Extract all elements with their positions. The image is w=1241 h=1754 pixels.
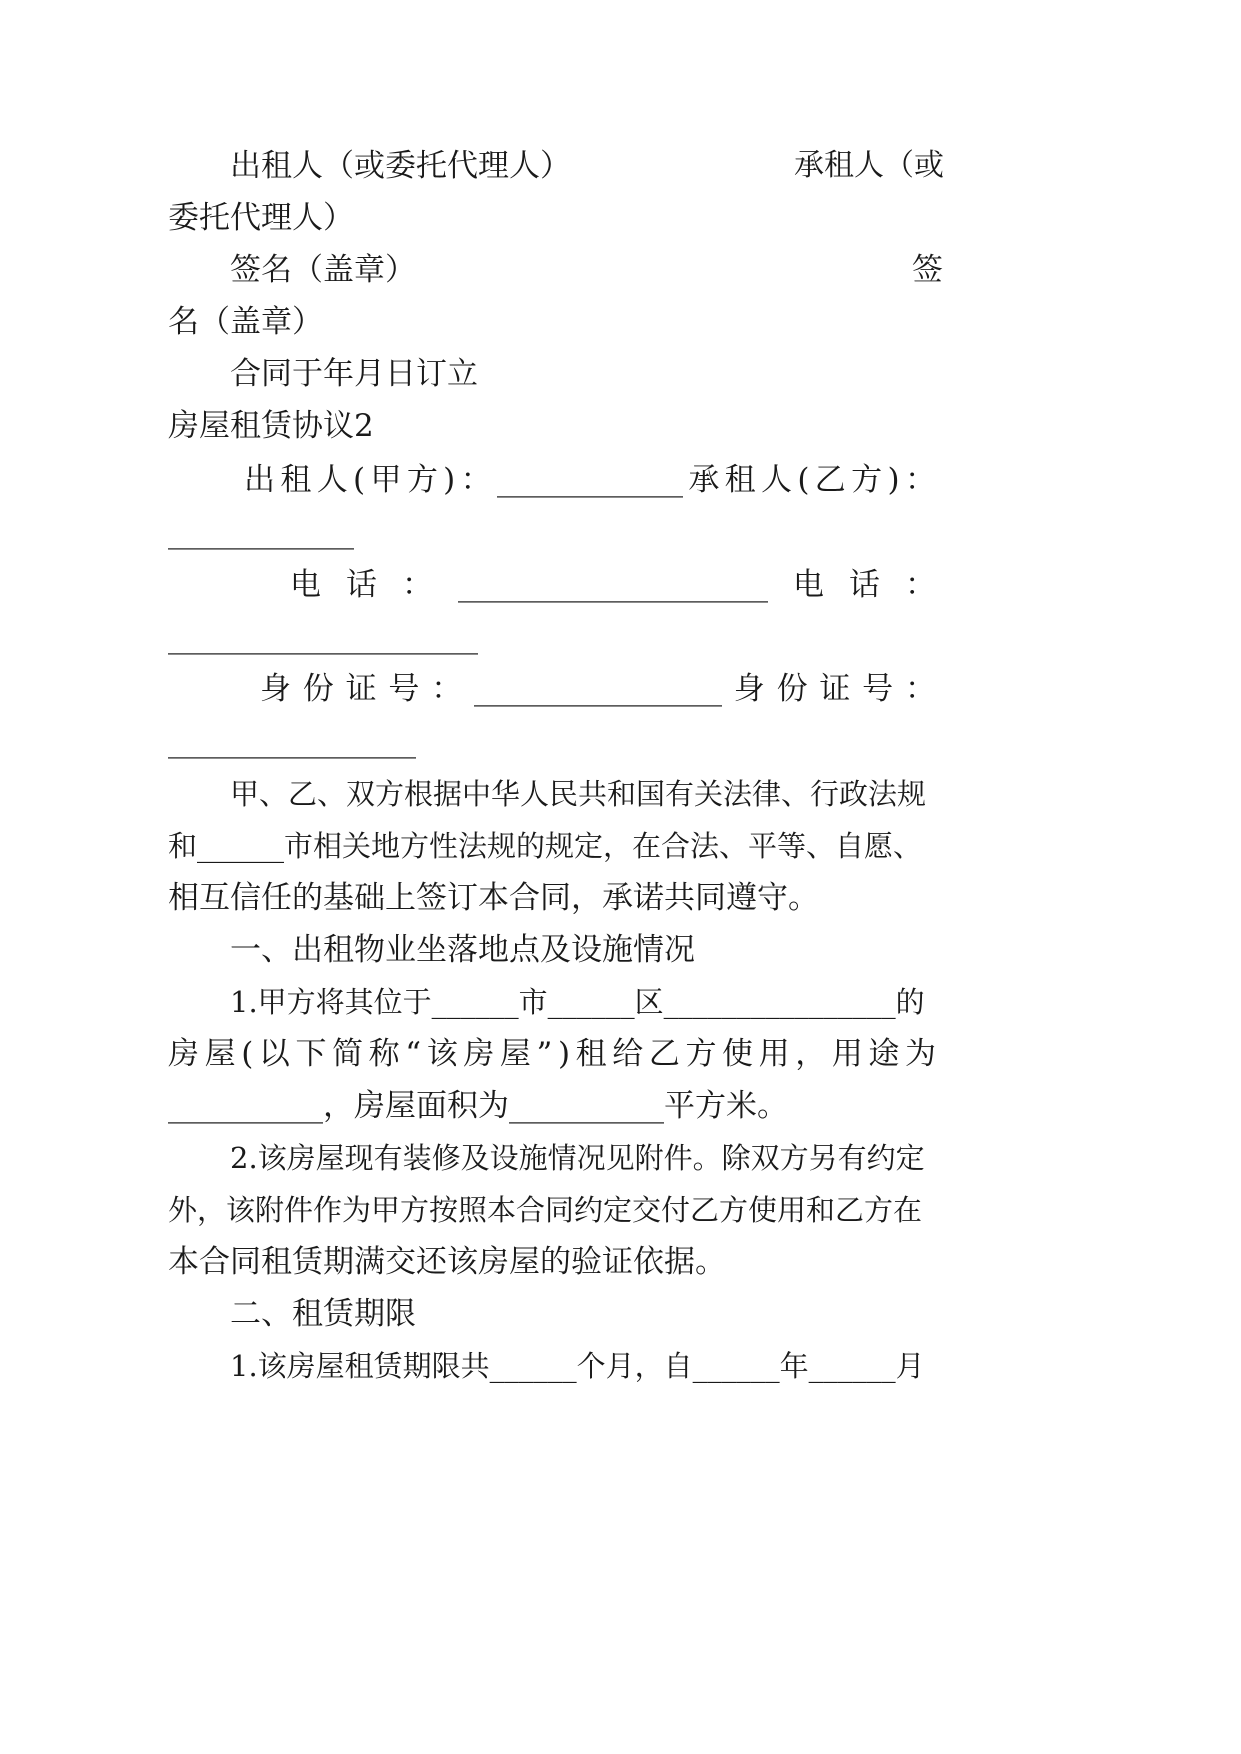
id-char: 份 <box>776 671 808 707</box>
id-char: 身 <box>260 671 291 707</box>
phone-char: 话 <box>849 567 880 603</box>
party-char: 方 <box>851 462 883 498</box>
clause-char: 用 <box>831 1036 863 1072</box>
clause-1-1-line-2 <box>168 1034 936 1074</box>
party-char: 租 <box>724 462 756 498</box>
section-1-title: 一、出租物业坐落地点及设施情况 <box>230 932 695 968</box>
phone-char: 电 <box>793 567 824 603</box>
clause-char: 该 <box>426 1036 458 1072</box>
party-char: 甲 <box>370 462 402 498</box>
clause-char: 用 <box>758 1036 790 1072</box>
clause-char: 方 <box>685 1036 717 1072</box>
clause-char: 简 <box>332 1036 364 1072</box>
contract-date-line: 合同于年月日订立 <box>230 356 478 392</box>
party-char: 人 <box>316 462 348 498</box>
party-char: 乙 <box>814 462 846 498</box>
party-char: ： <box>460 462 492 498</box>
clause-2-1-line-1: 1.该房屋租赁期限共______个月，自______年______月 <box>230 1349 925 1383</box>
clause-char: 屋 <box>499 1036 531 1072</box>
lessee-phone-blank: ____________________ <box>168 619 478 655</box>
lessor-phone-blank: ____________________ <box>458 567 768 603</box>
clause-char: ， <box>795 1036 827 1072</box>
phone-char: ： <box>402 567 433 603</box>
party-char: 出 <box>244 462 275 498</box>
party-char: ) <box>443 462 456 498</box>
clause-char: ) <box>557 1036 571 1072</box>
id-char: 份 <box>302 671 334 707</box>
id-char: ： <box>431 671 463 707</box>
clause-char: “ <box>405 1036 422 1072</box>
agreement-title: 房屋租赁协议2 <box>168 408 374 444</box>
party-char: ) <box>887 462 900 498</box>
clause-char: 租 <box>575 1036 607 1072</box>
id-char: 身 <box>733 671 765 707</box>
party-char: 承 <box>688 462 720 498</box>
clause-char: 以 <box>258 1036 290 1072</box>
phone-char: 电 <box>290 567 321 603</box>
id-char: ： <box>904 671 936 707</box>
preamble-line-1: 甲、乙、双方根据中华人民共和国有关法律、行政法规 <box>230 777 927 811</box>
lessee-signature-label-cont: 委托代理人） <box>168 200 354 236</box>
clause-char: 为 <box>905 1036 936 1072</box>
clause-char: 下 <box>295 1036 327 1072</box>
section-2-title: 二、租赁期限 <box>230 1296 416 1332</box>
lessee-seal-label-cont: 名（盖章） <box>168 304 323 340</box>
clause-char: 乙 <box>648 1036 680 1072</box>
phone-line <box>290 565 936 605</box>
lessor-seal-label: 签名（盖章） <box>230 252 416 288</box>
clause-char: 房 <box>463 1036 495 1072</box>
clause-char: 途 <box>868 1036 900 1072</box>
lessee-name-blank: ____________ <box>168 514 354 550</box>
phone-char: ： <box>905 567 936 603</box>
lessor-id-blank: ________________ <box>473 671 722 707</box>
clause-1-2-line-3: 本合同租赁期满交还该房屋的验证依据。 <box>168 1244 726 1280</box>
lessor-name-blank: ____________ <box>496 462 683 498</box>
id-char: 证 <box>345 671 377 707</box>
clause-1-1-line-1: 1.甲方将其位于______市______区________________的 <box>230 985 925 1019</box>
party-char: ： <box>904 462 936 498</box>
party-char: 人 <box>761 462 792 498</box>
clause-1-2-line-2: 外，该附件作为甲方按照本合同约定交付乙方使用和乙方在 <box>168 1193 923 1227</box>
preamble-line-3: 相互信任的基础上签订本合同，承诺共同遵守。 <box>168 880 819 916</box>
clause-char: ( <box>241 1036 254 1072</box>
id-char: 证 <box>819 671 851 707</box>
clause-char: 给 <box>612 1036 644 1072</box>
party-char: ( <box>797 462 810 498</box>
lessee-seal-label: 签 <box>912 252 943 288</box>
lessee-signature-label: 承租人（或 <box>794 148 944 183</box>
party-char: 方 <box>406 462 438 498</box>
clause-char: 称 <box>368 1036 400 1072</box>
id-number-line <box>260 669 936 709</box>
phone-char: 话 <box>346 567 377 603</box>
preamble-line-2: 和______市相关地方性法规的规定，在合法、平等、自愿、 <box>168 829 923 863</box>
parties-line <box>244 460 936 500</box>
clause-char: 使 <box>722 1036 754 1072</box>
party-char: ( <box>353 462 366 498</box>
party-char: 租 <box>280 462 312 498</box>
clause-char: 房 <box>168 1036 199 1072</box>
clause-char: 屋 <box>204 1036 236 1072</box>
id-char: 号 <box>388 671 420 707</box>
clause-char: ” <box>536 1036 553 1072</box>
lessor-signature-label: 出租人（或委托代理人） <box>230 148 571 184</box>
lessee-id-blank: ________________ <box>168 723 416 759</box>
clause-1-1-line-3: __________，房屋面积为__________平方米。 <box>168 1088 788 1124</box>
clause-1-2-line-1: 2.该房屋现有装修及设施情况见附件。除双方另有约定 <box>230 1141 925 1175</box>
id-char: 号 <box>862 671 894 707</box>
